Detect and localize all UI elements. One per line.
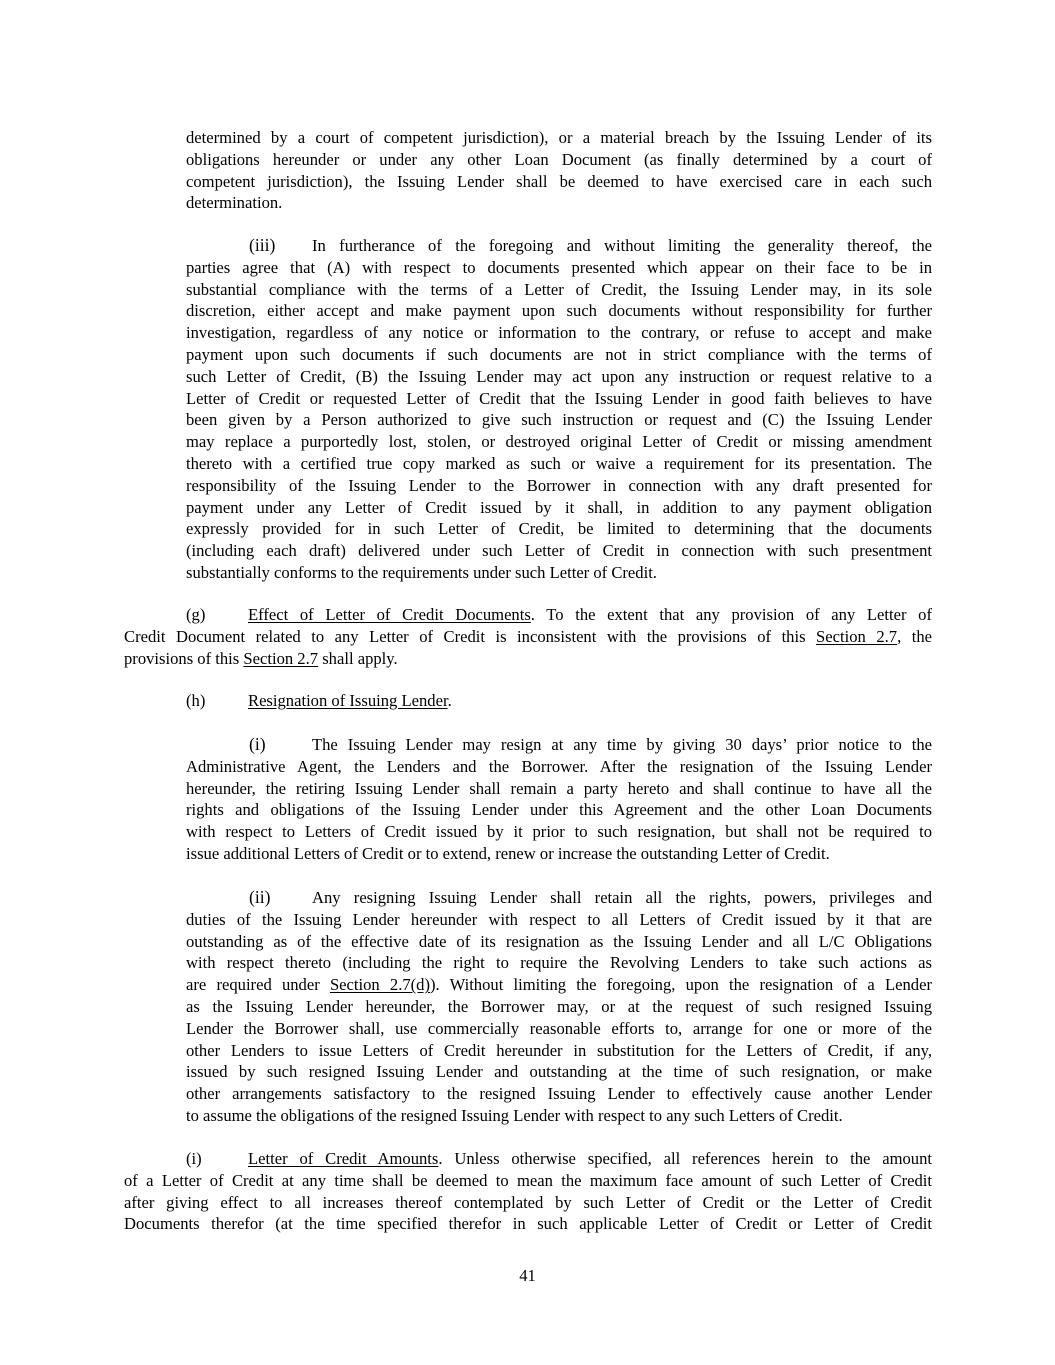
clause-marker: (iii) [249,235,276,255]
text-line: to assume the obligations of the resigned Issuing Lender with respect to any such Letters of Credit. [186,1105,843,1125]
text-line: Credit Document related to any Letter of Credit is inconsistent with the provisions of this Section 2.7, the [124,626,932,646]
text-line: expressly provided for in such Letter of Credit, be limited to determining that the documents [186,519,932,539]
text-line: parties agree that (A) with respect to documents presented which appear on their face to be in [186,257,932,277]
text-line: duties of the Issuing Lender hereunder with respect to all Letters of Credit issued by it that are [186,909,932,929]
clause-first-line [186,235,932,257]
text-line: investigation, regardless of any notice or information to the contrary, or refuse to accept and make [186,323,932,343]
text-line: obligations hereunder or under any other Loan Document (as finally determined by a court of [186,149,932,169]
clause-text: In furtherance of the foregoing and without limiting the generality thereof, the [312,236,932,255]
text-line: thereto with a certified true copy marked as such or waive a requirement for its presentation. The [186,453,932,473]
clause-h-ii [186,887,932,1127]
text-line: issue additional Letters of Credit or to extend, renew or increase the outstanding Letter of Credit. [186,843,830,863]
text-line: Lender the Borrower shall, use commercially reasonable efforts to, arrange for one or more of the [186,1018,932,1038]
section-reference-link: Section 2.7 [243,648,319,668]
text-line: (including each draft) delivered under such Letter of Credit in connection with such presentment [186,541,932,561]
clause-text: The Issuing Lender may resign at any time by giving 30 days’ prior notice to the [312,735,932,754]
text-line: as the Issuing Lender hereunder, the Borrower may, or at the request of such resigned Issuing [186,996,932,1016]
text-line: Documents therefor (at the time specified therefor in such applicable Letter of Credit or Letter of Credit [124,1214,932,1234]
section-text: . Unless otherwise specified, all references herein to the amount [438,1149,932,1168]
text-line: such Letter of Credit, (B) the Issuing Lender may act upon any instruction or request relative to a [186,366,932,386]
section-reference-link: Section 2.7 [816,626,898,646]
text-line: Letter of Credit or requested Letter of Credit that the Issuing Lender in good faith believes to have [186,388,932,408]
text-line: other arrangements satisfactory to the resigned Issuing Lender to effectively cause another Lender [186,1084,932,1104]
text-line: determined by a court of competent jurisdiction), or a material breach by the Issuing Lender of its [186,128,932,147]
text-line: determination. [186,193,283,213]
text-line: rights and obligations of the Issuing Lender under this Agreement and the other Loan Documents [186,800,932,820]
clause-iii [186,235,932,584]
section-first-line [124,1148,932,1170]
text-line: been given by a Person authorized to give such instruction or request and (C) the Issuing Lender [186,410,932,430]
text-line: responsibility of the Issuing Lender to the Borrower in connection with any draft presented for [186,475,932,495]
text-line: outstanding as of the effective date of its resignation as the Issuing Lender and all L/C Obligations [186,931,932,951]
text-line: payment upon such documents if such documents are not in strict compliance with the terms of [186,344,932,364]
text-line: issued by such resigned Issuing Lender and outstanding at the time of such resignation, or make [186,1062,932,1082]
clause-text: Any resigning Issuing Lender shall retain all the rights, powers, privileges and [312,888,932,907]
text-line: are required under Section 2.7(d)). Without limiting the foregoing, upon the resignation of a Lender [186,975,932,995]
text-line: discretion, either accept and make payment upon such documents without responsibility for further [186,301,932,321]
section-heading: Resignation of Issuing Lender [248,691,448,710]
text-line: competent jurisdiction), the Issuing Lender shall be deemed to have exercised care in each such [186,171,932,191]
text-line: other Lenders to issue Letters of Credit hereunder in substitution for the Letters of Credit, if any, [186,1040,932,1060]
clause-first-line [186,887,932,909]
section-i [124,1148,932,1235]
section-first-line: (h) Resignation of Issuing Lender. [186,691,452,710]
clause-marker: (i) [249,734,266,754]
page-number: 41 [519,1266,536,1285]
section-heading: Effect of Letter of Credit Documents [248,605,531,624]
paragraph-continuation [186,127,932,214]
text-line: Administrative Agent, the Lenders and the Borrower. After the resignation of the Issuing Lender [186,756,932,776]
section-first-line [124,604,932,626]
section-marker: (h) [186,691,206,710]
section-marker: (g) [186,605,206,624]
clause-h-i [186,734,932,865]
section-marker: (i) [186,1149,202,1168]
section-text: . To the extent that any provision of any Letter of [530,605,932,624]
clause-marker: (ii) [249,887,271,907]
text-line: with respect to Letters of Credit issued by it prior to such resignation, but shall not be required to [186,822,932,842]
text-line: hereunder, the retiring Issuing Lender shall remain a party hereto and shall continue to have all the [186,778,932,798]
text-line: after giving effect to all increases thereof contemplated by such Letter of Credit or the Letter of Credit [124,1192,932,1212]
section-reference-link: Section 2.7(d) [329,975,431,995]
section-heading: Letter of Credit Amounts [248,1149,439,1168]
section-g [124,604,932,669]
text-line: payment under any Letter of Credit issued by it shall, in addition to any payment obligation [186,497,932,517]
clause-first-line [186,734,932,756]
text-line: substantial compliance with the terms of a Letter of Credit, the Issuing Lender may, in its sole [186,279,932,299]
text-line: with respect thereto (including the right to require the Revolving Lenders to take such actions as [186,953,932,973]
section-h [124,690,932,712]
text-line: of a Letter of Credit at any time shall be deemed to mean the maximum face amount of such Letter of Credit [124,1170,932,1190]
text-line: provisions of this Section 2.7 shall apply. [124,648,398,668]
text-line: substantially conforms to the requirements under such Letter of Credit. [186,562,657,582]
text-line: may replace a purportedly lost, stolen, or destroyed original Letter of Credit or missing amendment [186,432,932,452]
